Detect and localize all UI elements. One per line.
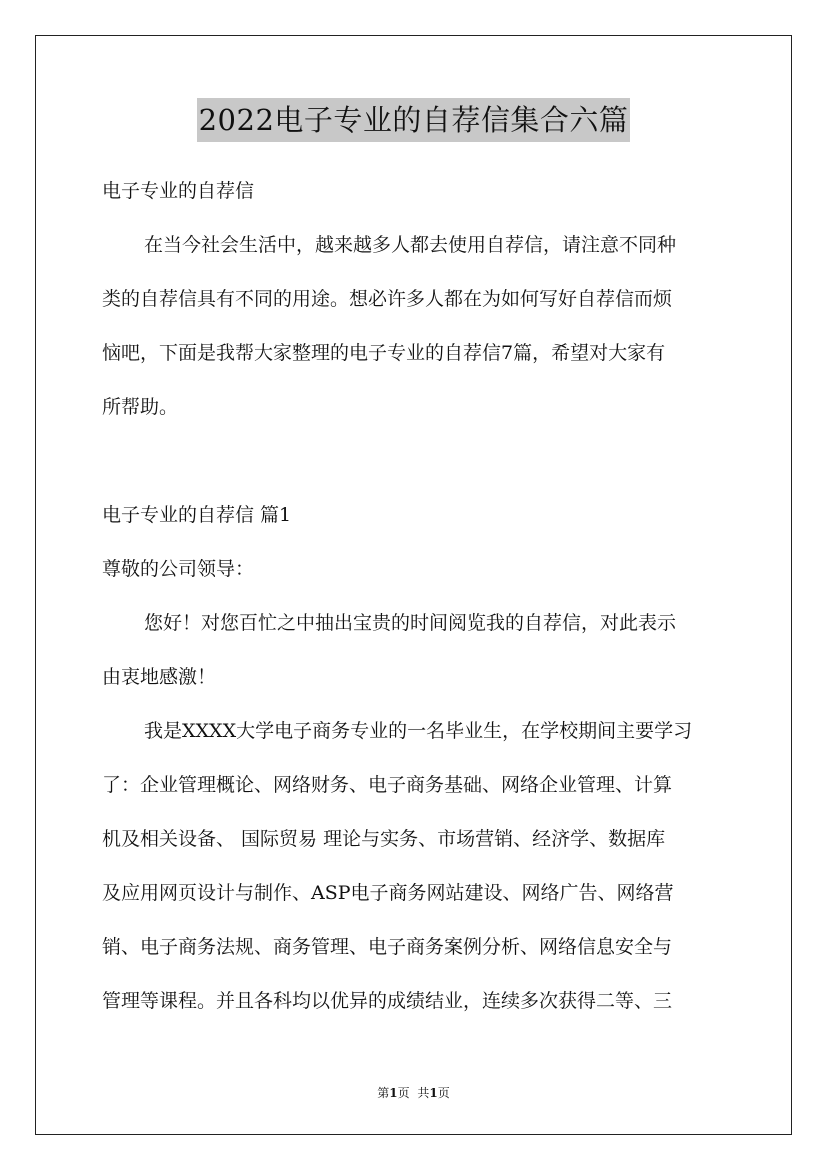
paragraph-line: 我是XXXX大学电子商务专业的一名毕业生，在学校期间主要学习 bbox=[144, 720, 693, 742]
letter-title: 电子专业的自荐信 篇1 bbox=[102, 504, 292, 526]
page-prefix: 第 bbox=[377, 1086, 390, 1100]
intro-line: 类的自荐信具有不同的用途。想必许多人都在为如何写好自荐信而烦 bbox=[102, 288, 673, 310]
intro-line: 在当今社会生活中，越来越多人都去使用自荐信，请注意不同种 bbox=[144, 234, 677, 256]
paragraph-line: 及应用网页设计与制作、ASP电子商务网站建设、网络广告、网络营 bbox=[102, 882, 674, 904]
intro-line: 恼吧，下面是我帮大家整理的电子专业的自荐信7篇，希望对大家有 bbox=[102, 342, 666, 364]
page-footer bbox=[0, 1084, 827, 1101]
intro-line: 所帮助。 bbox=[102, 396, 179, 418]
title-wrapper bbox=[0, 98, 827, 142]
total-suffix: 页 bbox=[437, 1086, 450, 1100]
paragraph-line: 您好！对您百忙之中抽出宝贵的时间阅览我的自荐信，对此表示 bbox=[144, 612, 677, 634]
blank-line bbox=[102, 434, 726, 488]
total-pages: 1 bbox=[429, 1086, 438, 1100]
page-suffix: 页 bbox=[397, 1086, 410, 1100]
document-title: 2022电子专业的自荐信集合六篇 bbox=[197, 98, 631, 142]
page-number: 1 bbox=[389, 1086, 398, 1100]
paragraph-line: 了：企业管理概论、网络财务、电子商务基础、网络企业管理、计算 bbox=[102, 774, 673, 796]
paragraph-line: 由衷地感激！ bbox=[102, 666, 217, 688]
paragraph-line: 管理等课程。并且各科均以优异的成绩结业，连续多次获得二等、三 bbox=[102, 990, 673, 1012]
document-body bbox=[102, 164, 726, 1028]
total-prefix: 共 bbox=[417, 1086, 430, 1100]
paragraph-line: 机及相关设备、 国际贸易 理论与实务、市场营销、经济学、数据库 bbox=[102, 828, 666, 850]
section-heading: 电子专业的自荐信 bbox=[102, 180, 255, 202]
salutation: 尊敬的公司领导： bbox=[102, 558, 255, 580]
paragraph-line: 销、电子商务法规、商务管理、电子商务案例分析、网络信息安全与 bbox=[102, 936, 673, 958]
